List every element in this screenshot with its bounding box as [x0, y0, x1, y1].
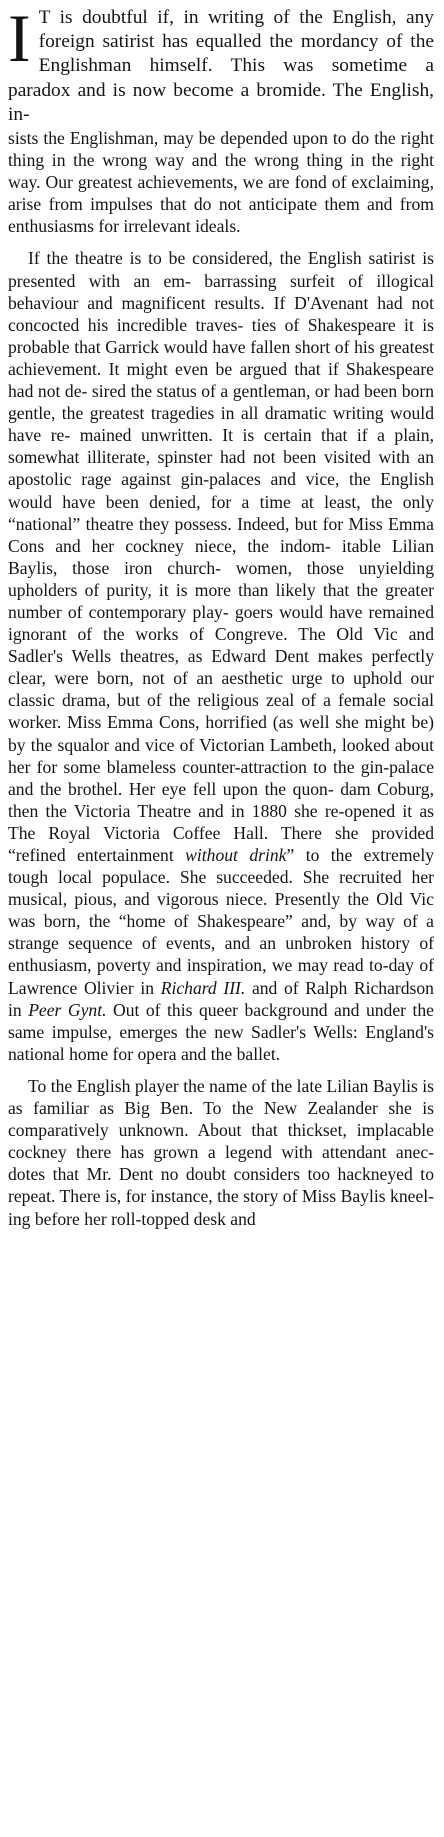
paragraph-2-italic-richard: Richard III.	[160, 977, 246, 998]
drop-cap: I	[8, 0, 31, 76]
paragraph-3-text: To the English player the name of the late Lilian Baylis is as familiar as Big Ben. To the New Zealander she is comparatively unknown. About that thickset, implacable cockney there has grown a legend with attendant anec- dotes that Mr. Dent no doubt considers too hackneyed to repeat. There is, for instance, the story of Miss Baylis kneel- ing before her roll-topped desk and	[8, 1075, 434, 1229]
paragraph-1-first-line: T is doubtful if, in writing of	[38, 7, 290, 28]
paragraph-1-large-text: the English, any foreign satirist has equalled the mordancy of the Englishman himself. This was sometime a paradox and is now become a bromide. The English, in-	[8, 7, 434, 125]
paragraph-2-part-b: ” to the extremely tough local populace. She succeeded. She recruited her musical, pious, and vigorous niece. Presently the Old Vic was born, the “home of Shakespeare” and, by way of a strange sequence of events, and an unbroken history of enthusiasm, poverty and inspiration, we may read to-day of Lawrence Olivier in	[8, 845, 435, 998]
paragraph-1	[8, 0, 434, 127]
paragraph-2-part-a: If the theatre is to be considered, the English satirist is presented with an em- barrassing surfeit of illogical behaviour and magnificent results. If D'Avenant had not concocted his incredible traves- ties of Shakespeare it is probable that Garrick would have fallen short of his greatest achievement. It might even be argued that if Shakespeare had not de- sired the status of a gentleman, or had been born gentle, the greatest tragedies in all dramatic writing would have re- mained unwritten. It is certain that if a plain, somewhat illiterate, spinster had not been visited with an apostolic rage against gin-palaces and vice, the English would have been denied, for a time at least, the only “national” theatre they possess. Indeed, but for Miss Emma Cons and her cockney niece, the indom- itable Lilian Baylis, those iron church- women, those unyielding upholders of purity, it is more than likely that the greater number of contemporary play- goers would have remained ignorant of the works of Congreve. The Old Vic and Sadler's Wells theatres, as Edward Dent makes perfectly clear, were born, not of an aesthetic urge to uphold our classic drama, but of the religious zeal of a female social worker. Miss Emma Cons, horrified (as well she might be) by the squalor and vice of Victorian Lambeth, looked about her for some blameless counter-attraction to the gin-palace and the brothel. Her eye fell upon the quon- dam Coburg, then the Victoria Theatre and in 1880 she re-opened it as The Royal Victoria Coffee Hall. There she provided “refined entertainment	[8, 248, 434, 866]
paragraph-3	[8, 1075, 434, 1230]
paragraph-2-italic-without-drink: without drink	[185, 845, 287, 866]
paragraph-2	[8, 247, 434, 1064]
paragraph-2-part-c: and of Ralph Richardson in	[8, 977, 434, 1020]
paragraph-1-rest: sists the Englishman, may be depended upon to do the right thing in the wrong way and the wrong thing in the right way. Our greatest achievements, we are fond of exclaiming, arise from impulses that do not anticipate them and from enthusiasms for irrelevant ideals.	[8, 128, 434, 237]
paragraph-2-part-d: Out of this queer background and under the same impulse, emerges the new Sadler's Wells: England's national home for opera and the ballet.	[8, 999, 434, 1064]
paragraph-1-continuation	[8, 127, 434, 237]
paragraph-2-italic-peer-gynt: Peer Gynt.	[28, 999, 107, 1020]
